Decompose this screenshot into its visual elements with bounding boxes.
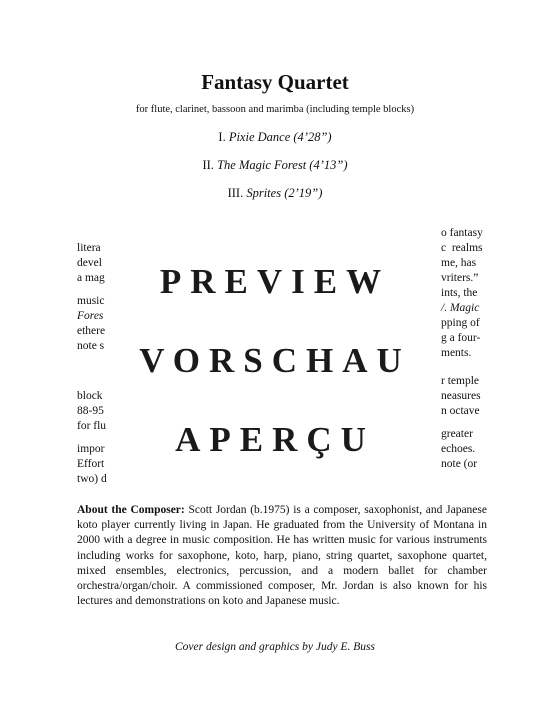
- program-note-fragment: 88-95: [77, 405, 104, 417]
- program-note-fragment: two) d: [77, 473, 107, 485]
- movement-duration: (4’28”): [293, 130, 332, 144]
- movement-name: Pixie Dance: [228, 130, 291, 144]
- watermark-preview: PREVIEW: [159, 262, 391, 301]
- movement-name: Sprites: [246, 186, 282, 200]
- watermark-apercu: APERÇU: [175, 420, 375, 459]
- program-note-fragment: vriters.”: [441, 272, 479, 284]
- program-note-fragment: Effort: [77, 458, 105, 470]
- movement-duration: (2’19”): [284, 186, 323, 200]
- program-note-fragment: litera: [77, 242, 101, 254]
- movement-3: [0, 186, 550, 201]
- movement-2: [0, 158, 550, 173]
- program-note-fragment: n octave: [441, 405, 480, 417]
- program-note-fragment: for flu: [77, 420, 107, 432]
- watermark-vorschau: VORSCHAU: [139, 341, 411, 380]
- program-note-fragment: block: [77, 390, 103, 402]
- movement-numeral: I.: [218, 130, 226, 144]
- program-note-fragment: me, has: [441, 257, 477, 269]
- program-note-fragment: a mag: [77, 272, 105, 284]
- program-note-fragment: c realms: [441, 242, 483, 254]
- program-note-fragment: pping of: [441, 317, 480, 329]
- program-note-fragment: ints, the: [441, 287, 478, 299]
- page-title: Fantasy Quartet: [201, 70, 349, 94]
- movement-numeral: II.: [202, 158, 214, 172]
- movement-1: [0, 130, 550, 145]
- about-composer-text: Scott Jordan (b.1975) is a composer, saxophonist, and Japanese koto player currently living in Japan. He graduated from the University of Montana in 2000 with a degree in music composition. He has written music for various instruments including works for saxophone, koto, harp, piano, string quartet, saxophone quartet, mixed ensembles, electronics, percussion, and a modern ballet for chamber orchestra/organ/choir. A commissioned composer, Mr. Jordan is also known for his lectures and demonstrations on koto and Japanese music.: [77, 504, 487, 608]
- cover-credits: Cover design and graphics by Judy E. Buss: [175, 641, 375, 653]
- program-note-fragment: o fantasy: [441, 227, 483, 239]
- movement-duration: (4’13”): [309, 158, 348, 172]
- about-composer-label: About the Composer:: [77, 504, 185, 516]
- program-note-fragment: impor: [77, 443, 105, 455]
- about-composer-paragraph: [77, 503, 487, 609]
- program-note-fragment: ethere: [77, 325, 106, 337]
- movement-numeral: III.: [227, 186, 244, 200]
- instrumentation-subtitle: for flute, clarinet, bassoon and marimba (including temple blocks): [135, 104, 415, 115]
- program-note-fragment: music: [77, 295, 105, 307]
- program-note-fragment: Fores: [77, 310, 104, 322]
- program-note-fragment: /. Magic: [441, 302, 480, 314]
- program-note-fragment: echoes.: [441, 443, 476, 455]
- program-note-fragment: note s: [77, 340, 105, 352]
- program-note-fragment: devel: [77, 257, 102, 269]
- program-note-fragment: neasures: [441, 390, 481, 402]
- program-note-fragment: ments.: [441, 347, 472, 359]
- movement-name: The Magic Forest: [217, 158, 307, 172]
- program-note-fragment: g a four-: [441, 332, 481, 344]
- program-note-fragment: r temple: [441, 375, 479, 387]
- program-note-fragment: note (or: [441, 458, 478, 470]
- program-note-fragment: greater: [441, 428, 473, 440]
